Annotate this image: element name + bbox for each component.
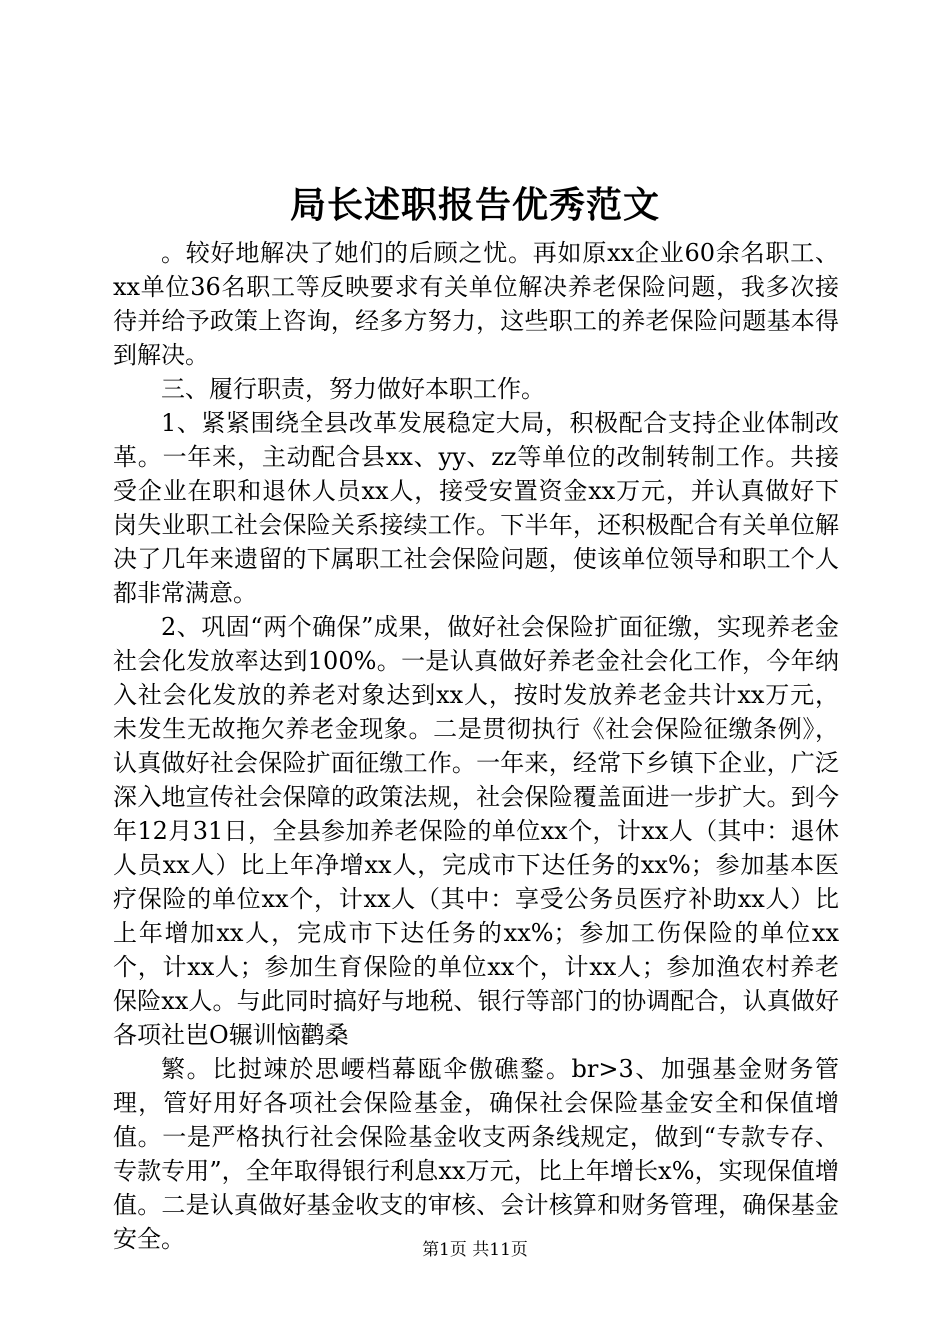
document-title: 局长述职报告优秀范文 — [289, 184, 660, 226]
paragraph: 2、巩固“两个确保”成果，做好社会保险扩面征缴，实现养老金社会化发放率达到100%。一是认真做好养老金社会化工作，今年纳入社会化发放的养老对象达到xx人，按时发放养老金共计xx万元，未发生无故拖欠养老金现象。二是贯彻执行《社会保险征缴条例》，认真做好社会保险扩面征缴工作。一年来，经常下乡镇下企业，广泛深入地宣传社会保障的政策法规，社会保险覆盖面进一步扩大。到今年12月31日，全县参加养老保险的单位xx个，计xx人（其中：退休人员xx人）比上年净增xx人，完成市下达任务的xx%；参加基本医疗保险的单位xx个，计xx人（其中：享受公务员医疗补助xx人）比上年增加xx人，完成市下达任务的xx%；参加工伤保险的单位xx个，计xx人；参加生育保险的单位xx个，计xx人；参加渔农村养老保险xx人。与此同时搞好与地税、银行等部门的协调配合，认真做好各项社岜O辗训恼鹳桑 — [113, 613, 839, 1049]
paragraph: 1、紧紧围绕全县改革发展稳定大局，积极配合支持企业体制改革。一年来，主动配合县xx、yy、zz等单位的改制转制工作。共接受企业在职和退休人员xx人，接受安置资金xx万元，并认真做好下岗失业职工社会保险关系接续工作。下半年，还积极配合有关单位解决了几年来遗留的下属职工社会保险问题，使该单位领导和职工个人都非常满意。 — [113, 409, 839, 607]
page-footer: 第1页 共11页 — [422, 1240, 528, 1260]
paragraph: 三、履行职责，努力做好本职工作。 — [161, 375, 545, 403]
document-body — [113, 236, 839, 1256]
paragraph: 繁。比挝竦於思崾档幕瓯伞傲礁鍪。br>3、加强基金财务管理，管好用好各项社会保险基金，确保社会保险基金安全和保值增值。一是严格执行社会保险基金收支两条线规定，做到“专款专存、专款专用”，全年取得银行利息xx万元，比上年增长x%，实现保值增值。二是认真做好基金收支的审核、会计核算和财务管理，确保基金安全。 — [113, 1055, 839, 1253]
paragraph: 。较好地解决了她们的后顾之忧。再如原xx企业60余名职工、xx单位36名职工等反映要求有关单位解决养老保险问题，我多次接待并给予政策上咨询，经多方努力，这些职工的养老保险问题基本得到解决。 — [113, 239, 839, 369]
